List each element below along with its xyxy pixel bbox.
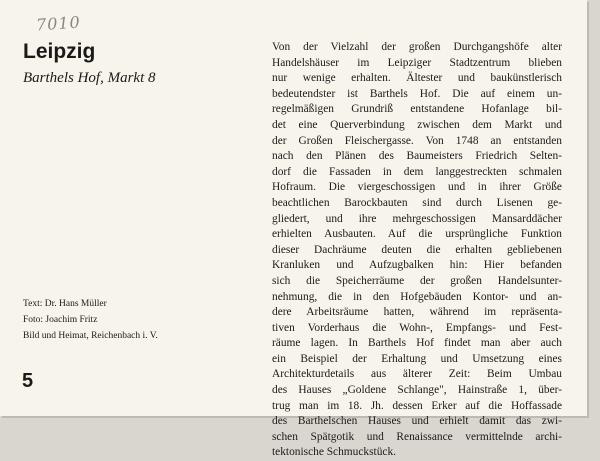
- text-line: dieser Dachräume deuten die erhalten gebliebenen: [272, 243, 562, 256]
- credit-text: Text: Dr. Hans Müller: [23, 299, 107, 309]
- page-title: Leipzig: [23, 40, 96, 63]
- page-subtitle: Barthels Hof, Markt 8: [23, 70, 156, 86]
- text-line: Architekturdetails aus älterer Zeit: Beim Umbau: [272, 368, 562, 381]
- text-line: nur wenige erhalten. Ältester und baukünstlerisch: [272, 72, 562, 85]
- text-line: trug man im 18. Jh. dessen Erker auf die Hoffassade: [272, 399, 562, 412]
- text-line: dorf die Fassaden in dem langgestreckten schmalen: [272, 165, 562, 178]
- text-line: nach den Plänen des Baumeisters Friedrich Selten-: [272, 150, 562, 163]
- text-line: regelmäßigen Grundriß entstandene Hofanlage bil-: [272, 103, 562, 116]
- text-line: ein Beispiel der Erhaltung und Umsetzung eines: [272, 352, 562, 365]
- text-line: beachtlichen Barockbauten sind durch Lisenen ge-: [272, 196, 562, 209]
- text-line: tiven Vorderhaus die Wohn-, Empfangs- und Fest-: [272, 321, 562, 334]
- text-line: Hofraum. Die viergeschossigen und in ihrer Größe: [272, 181, 562, 194]
- text-line: des Barthelschen Hauses und erhielt damit das zwi-: [272, 415, 562, 428]
- text-line: erhielten Ausbauten. Auf die ursprüngliche Funktion: [272, 228, 562, 241]
- credit-photo: Foto: Joachim Fritz: [23, 315, 98, 325]
- text-line: räume lagen. In Barthels Hof findet man aber auch: [272, 337, 562, 350]
- text-line: sich die Speicherräume der großen Handelsunter-: [272, 274, 562, 287]
- text-line: schen Spätgotik und Renaissance vermittelnde archi-: [272, 430, 562, 443]
- description-text: [272, 40, 562, 461]
- credits: [23, 296, 158, 344]
- page-number: 5: [22, 370, 34, 392]
- text-line: nehmung, die in den Hofgebäuden Kontor- und an-: [272, 290, 562, 303]
- text-line: det eine Querverbindung zwischen dem Markt und: [272, 118, 562, 131]
- text-line: dere Arbeitsräume hatten, während im repräsenta-: [272, 306, 562, 319]
- credit-publisher: Bild und Heimat, Reichenbach i. V.: [23, 331, 158, 341]
- text-line: Von der Vielzahl der großen Durchgangshöfe alter: [272, 41, 562, 53]
- text-line: bedeutendster ist Barthels Hof. Die auf einem un-: [272, 87, 562, 100]
- text-line: der Großen Fleischergasse. Von 1748 an entstanden: [272, 134, 562, 147]
- text-line: Kranluken und Aufzugbalken hin: Hier befanden: [272, 259, 562, 272]
- text-line: Handelshäuser im Leipziger Stadtzentrum blieben: [272, 56, 562, 69]
- text-line: gliedert, und ihre mehrgeschossigen Mansarddächer: [272, 212, 562, 225]
- text-line: tektonische Schmuckstück.: [272, 446, 397, 459]
- text-line: des Hauses „Goldene Schlange", Hainstraße 1, über-: [272, 384, 562, 397]
- pencil-note: 7010: [35, 12, 82, 35]
